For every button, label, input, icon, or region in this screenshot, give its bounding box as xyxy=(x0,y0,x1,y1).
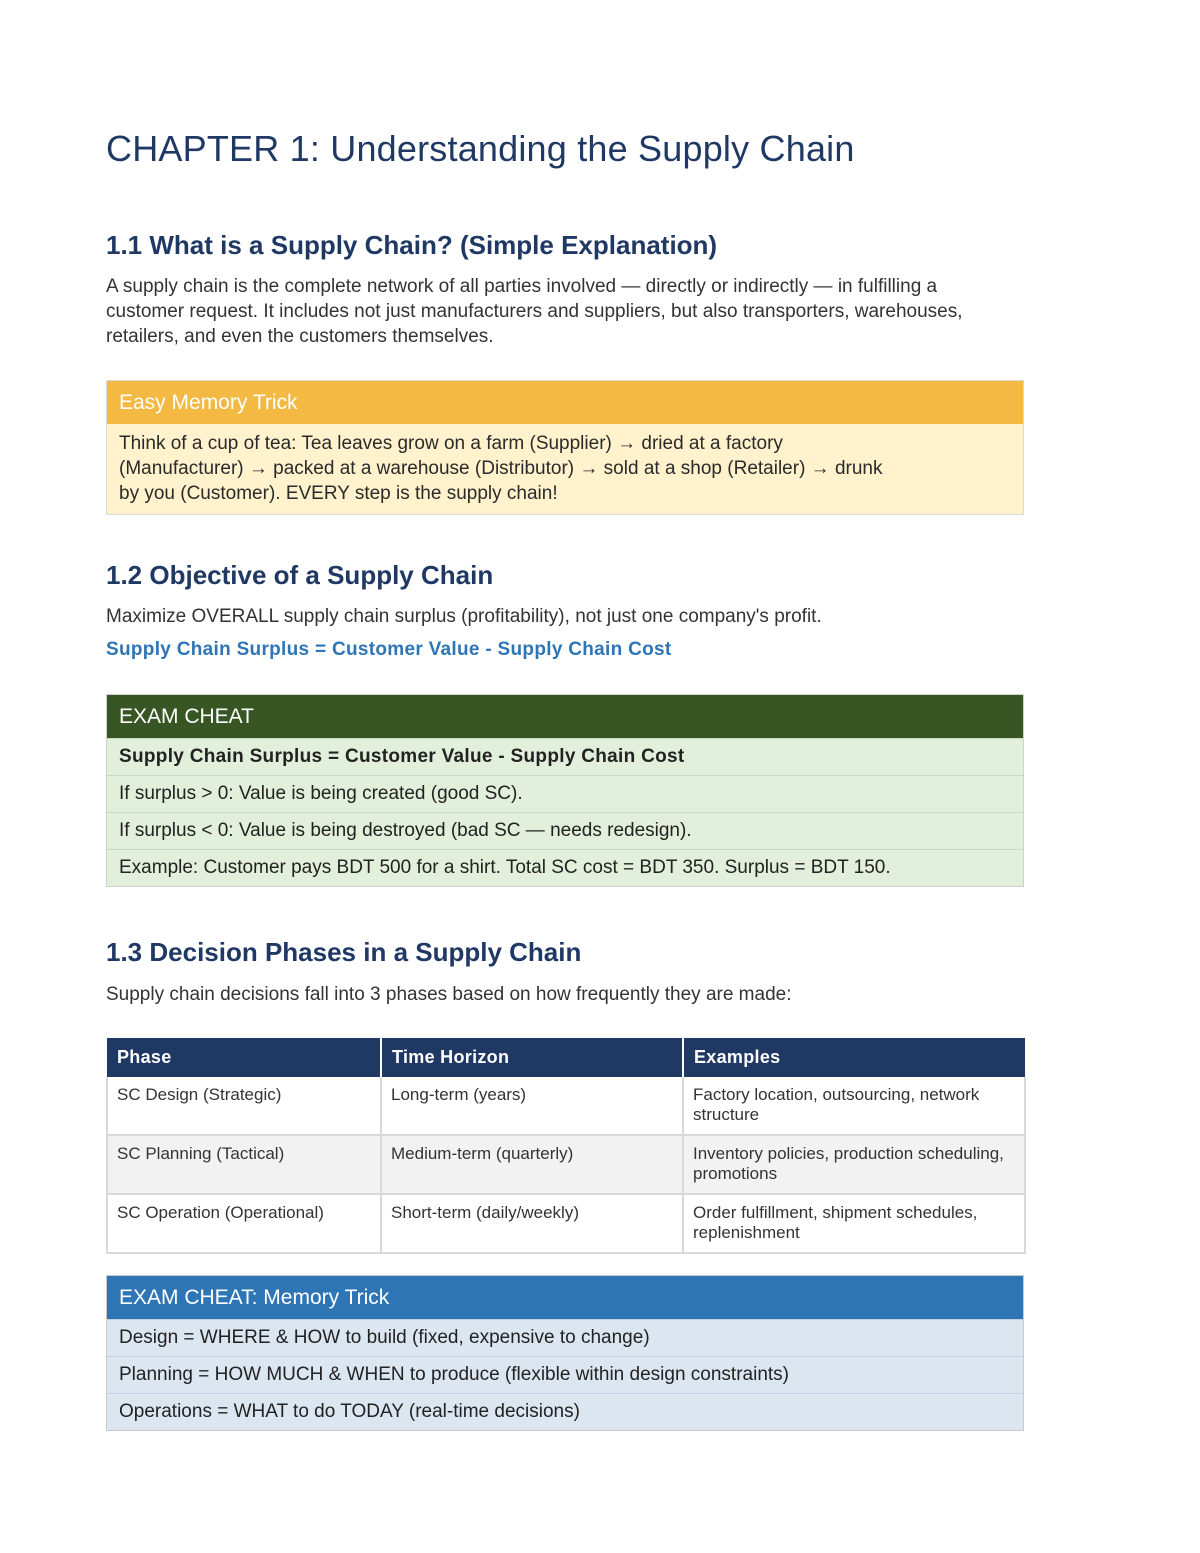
table-row xyxy=(107,1077,1025,1135)
memory-trick-body xyxy=(107,424,1023,514)
exam-cheat-row: If surplus > 0: Value is being created (good SC). xyxy=(107,775,1023,812)
memory-trick-line: by you (Customer). EVERY step is the supply chain! xyxy=(119,483,558,504)
exam-cheat-memory-box xyxy=(106,1275,1024,1431)
table-cell: SC Planning (Tactical) xyxy=(107,1135,381,1194)
memory-trick-box xyxy=(106,380,1024,515)
table-cell: Long-term (years) xyxy=(381,1077,683,1135)
section-1-1-heading: 1.1 What is a Supply Chain? (Simple Explanation) xyxy=(106,230,718,260)
paragraph-line: retailers, and even the customers themselves. xyxy=(106,326,494,347)
table-cell: Short-term (daily/weekly) xyxy=(381,1194,683,1253)
table-row xyxy=(107,1135,1025,1194)
table-header-row xyxy=(107,1038,1025,1077)
exam-cheat-box xyxy=(106,694,1024,887)
table-header-cell: Phase xyxy=(107,1038,381,1077)
exam-cheat-row: Example: Customer pays BDT 500 for a shirt. Total SC cost = BDT 350. Surplus = BDT 150. xyxy=(107,849,1023,886)
section-1-2-paragraph: Maximize OVERALL supply chain surplus (profitability), not just one company's profit. xyxy=(106,606,822,627)
section-1-3-paragraph: Supply chain decisions fall into 3 phases based on how frequently they are made: xyxy=(106,984,792,1005)
memory-trick-line: Think of a cup of tea: Tea leaves grow on a farm (Supplier) → dried at a factory xyxy=(119,433,783,454)
exam-cheat-memory-title: EXAM CHEAT: Memory Trick xyxy=(107,1276,1023,1319)
table-header-cell: Time Horizon xyxy=(381,1038,683,1077)
section-1-3-heading: 1.3 Decision Phases in a Supply Chain xyxy=(106,937,582,967)
table-header-cell: Examples xyxy=(683,1038,1025,1077)
exam-cheat-title: EXAM CHEAT xyxy=(107,695,1023,738)
table-cell: SC Design (Strategic) xyxy=(107,1077,381,1135)
surplus-formula: Supply Chain Surplus = Customer Value - Supply Chain Cost xyxy=(106,639,672,660)
exam-cheat-row: Supply Chain Surplus = Customer Value - Supply Chain Cost xyxy=(107,738,1023,775)
section-1-1-paragraph xyxy=(106,274,1086,349)
decision-phases-table xyxy=(106,1038,1026,1254)
exam-cheat-row: If surplus < 0: Value is being destroyed (bad SC — needs redesign). xyxy=(107,812,1023,849)
table-row xyxy=(107,1194,1025,1253)
chapter-title: CHAPTER 1: Understanding the Supply Chain xyxy=(106,128,855,169)
table-cell: Inventory policies, production scheduling, promotions xyxy=(683,1135,1025,1194)
memory-trick-title: Easy Memory Trick xyxy=(107,381,1023,424)
memory-trick-line: (Manufacturer) → packed at a warehouse (Distributor) → sold at a shop (Retailer) → drunk xyxy=(119,458,883,479)
table-cell: Medium-term (quarterly) xyxy=(381,1135,683,1194)
exam-cheat-memory-row: Design = WHERE & HOW to build (fixed, expensive to change) xyxy=(107,1319,1023,1356)
section-1-2-heading: 1.2 Objective of a Supply Chain xyxy=(106,560,494,590)
table-cell: Factory location, outsourcing, network structure xyxy=(683,1077,1025,1135)
paragraph-line: customer request. It includes not just manufacturers and suppliers, but also transporters, warehouses, xyxy=(106,301,963,322)
exam-cheat-memory-row: Planning = HOW MUCH & WHEN to produce (flexible within design constraints) xyxy=(107,1356,1023,1393)
paragraph-line: A supply chain is the complete network of all parties involved — directly or indirectly — in fulfilling a xyxy=(106,276,938,297)
exam-cheat-memory-row: Operations = WHAT to do TODAY (real-time decisions) xyxy=(107,1393,1023,1430)
table-cell: Order fulfillment, shipment schedules, replenishment xyxy=(683,1194,1025,1253)
table-cell: SC Operation (Operational) xyxy=(107,1194,381,1253)
